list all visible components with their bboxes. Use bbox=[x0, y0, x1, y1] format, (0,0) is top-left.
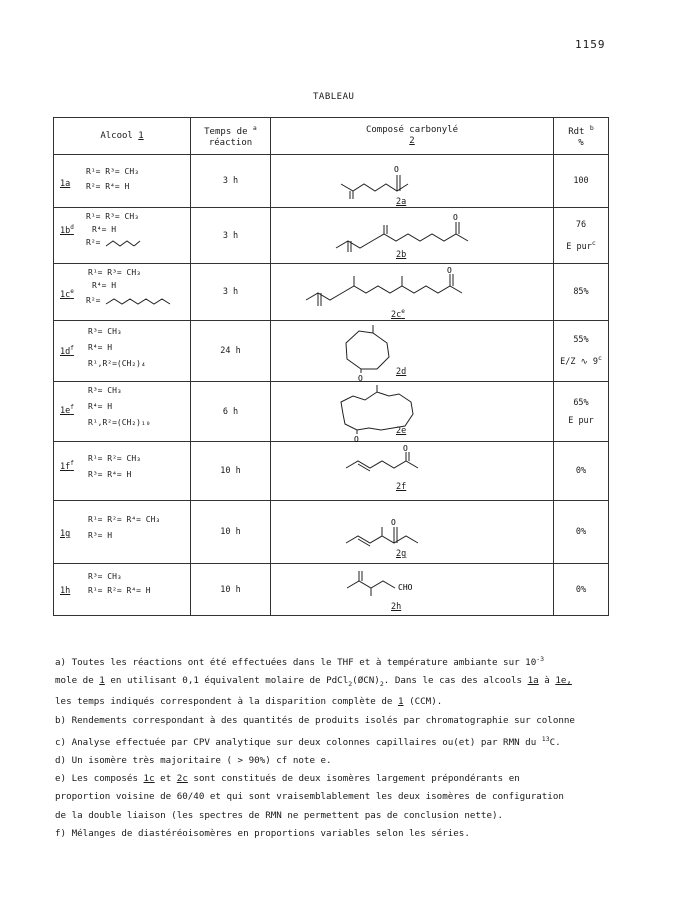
footnote-a: a) Toutes les réactions ont été effectuées dans le THF et à température ambiante sur $10^{-3}$ bbox=[55, 655, 545, 669]
structure-2h bbox=[271, 564, 554, 616]
structure-cell bbox=[271, 382, 554, 442]
product-label: 2f bbox=[396, 482, 407, 492]
substituent-line: R²= bbox=[86, 296, 101, 305]
substituent-chain-icon bbox=[104, 236, 144, 252]
alcool-cell bbox=[54, 564, 191, 616]
alcool-cell bbox=[54, 442, 191, 501]
structure-2a bbox=[271, 155, 554, 208]
footnote-e-cont2: de la double liaison (les spectres de RMN ne permettent pas de conclusion nette). bbox=[55, 809, 504, 821]
header-compose: Composé carbonylé 2 bbox=[271, 118, 554, 155]
time-cell: 24 h bbox=[191, 321, 271, 382]
yield-cell: 76 E pur$^c$ bbox=[554, 208, 609, 264]
substituent-line: R¹,R²=(CH₂)₄ bbox=[88, 359, 146, 368]
product-label: 2a bbox=[396, 197, 407, 207]
oxygen-label: O bbox=[394, 165, 399, 174]
structure-cell bbox=[271, 564, 554, 616]
substituent-line: R³= H bbox=[88, 531, 113, 540]
product-label: 2d bbox=[396, 367, 407, 377]
structure-cell bbox=[271, 264, 554, 321]
table-title: TABLEAU bbox=[313, 92, 355, 102]
time-cell: 6 h bbox=[191, 382, 271, 442]
row-label: $1c^e$ bbox=[60, 288, 74, 300]
alcool-cell bbox=[54, 501, 191, 564]
alcool-cell bbox=[54, 155, 191, 208]
footnote-f: f) Mélanges de diastéréoisomères en proportions variables selon les séries. bbox=[55, 827, 470, 839]
time-cell: 3 h bbox=[191, 155, 271, 208]
table-row bbox=[54, 264, 609, 321]
structure-2b bbox=[271, 208, 554, 264]
row-label: $1f^f$ bbox=[60, 460, 74, 472]
oxygen-label: O bbox=[358, 374, 363, 382]
substituent-line: R⁴= H bbox=[92, 225, 117, 234]
substituent-line: R¹,R²=(CH₂)₁₀ bbox=[88, 418, 151, 427]
alcool-cell bbox=[54, 382, 191, 442]
product-label: 2g bbox=[396, 549, 407, 559]
row-label: 1g bbox=[60, 529, 71, 539]
table-row bbox=[54, 155, 609, 208]
alcool-cell bbox=[54, 321, 191, 382]
table-row bbox=[54, 321, 609, 382]
substituent-line: R¹= R³= CH₃ bbox=[88, 268, 141, 277]
yield-cell: 55% E/Z ∿ 9$^c$ bbox=[554, 321, 609, 382]
structure-cell bbox=[271, 155, 554, 208]
structure-cell bbox=[271, 321, 554, 382]
header-rdt: Rdt $^b$ % bbox=[554, 118, 609, 155]
alcool-cell bbox=[54, 208, 191, 264]
row-label: $1d^f$ bbox=[60, 345, 74, 357]
substituent-line: R³= CH₃ bbox=[88, 386, 122, 395]
substituent-line: R³= CH₃ bbox=[88, 327, 122, 336]
footnotes bbox=[55, 650, 630, 843]
product-label: 2e bbox=[396, 426, 407, 436]
aldehyde-label: CHO bbox=[398, 583, 413, 592]
product-label: $2c^e$ bbox=[391, 308, 405, 320]
product-label: 2b bbox=[396, 250, 407, 260]
footnote-a-cont: mole de 1 en utilisant 0,1 équivalent molaire de $PdCl_2(ØCN)_2$. Dans le cas des alcools 1a à 1e, bbox=[55, 675, 572, 689]
alcool-cell bbox=[54, 264, 191, 321]
substituent-line: R²= bbox=[86, 238, 101, 247]
time-cell: 10 h bbox=[191, 442, 271, 501]
table-row bbox=[54, 564, 609, 616]
yield-cell: 0% bbox=[554, 501, 609, 564]
yield-cell: 0% bbox=[554, 564, 609, 616]
structure-cell bbox=[271, 442, 554, 501]
header-alcool: Alcool 1 bbox=[54, 118, 191, 155]
table-row bbox=[54, 382, 609, 442]
substituent-line: R¹= R²= R⁴= CH₃ bbox=[88, 515, 161, 524]
yield-cell: 65% E pur bbox=[554, 382, 609, 442]
row-label: $1b^d$ bbox=[60, 224, 74, 236]
substituent-line: R¹= R³= CH₃ bbox=[86, 167, 139, 176]
yield-cell: 0% bbox=[554, 442, 609, 501]
oxygen-label: O bbox=[403, 444, 408, 453]
structure-2e bbox=[271, 382, 554, 442]
time-cell: 3 h bbox=[191, 264, 271, 321]
substituent-line: R¹= R²= CH₃ bbox=[88, 454, 141, 463]
structure-2d bbox=[271, 321, 554, 382]
table-row bbox=[54, 501, 609, 564]
table-row bbox=[54, 442, 609, 501]
time-cell: 10 h bbox=[191, 564, 271, 616]
product-label: 2h bbox=[391, 602, 402, 612]
oxygen-label: O bbox=[391, 518, 396, 527]
yield-cell: 85% bbox=[554, 264, 609, 321]
oxygen-label: O bbox=[453, 213, 458, 222]
structure-cell bbox=[271, 501, 554, 564]
footnote-e: e) Les composés 1c et 2c sont constitués de deux isomères largement prépondérants en bbox=[55, 773, 520, 785]
structure-2c bbox=[271, 264, 554, 321]
table-row bbox=[54, 208, 609, 264]
footnote-b: b) Rendements correspondant à des quantités de produits isolés par chromatographie sur colonne bbox=[55, 714, 575, 726]
substituent-line: R³= CH₃ bbox=[88, 572, 122, 581]
substituent-line: R⁴= H bbox=[92, 281, 117, 290]
row-label: 1h bbox=[60, 586, 71, 596]
time-cell: 10 h bbox=[191, 501, 271, 564]
page-number: 1159 bbox=[575, 38, 606, 51]
footnote-d: d) Un isomère très majoritaire ( > 90%) cf note e. bbox=[55, 754, 332, 766]
footnote-e-cont: proportion voisine de 60/40 et qui sont vraisemblablement les deux isomères de configuration bbox=[55, 791, 564, 803]
time-cell: 3 h bbox=[191, 208, 271, 264]
structure-2f bbox=[271, 442, 554, 501]
row-label: $1e^f$ bbox=[60, 404, 74, 416]
oxygen-label: O bbox=[447, 266, 452, 275]
substituent-chain-icon bbox=[104, 294, 174, 310]
substituent-line: R¹= R³= CH₃ bbox=[86, 212, 139, 221]
yield-cell: 100 bbox=[554, 155, 609, 208]
substituent-line: R⁴= H bbox=[88, 402, 113, 411]
structure-cell bbox=[271, 208, 554, 264]
oxygen-label: O bbox=[354, 435, 359, 442]
substituent-line: R¹= R²= R⁴= H bbox=[88, 586, 151, 595]
results-table bbox=[53, 117, 609, 616]
row-label: 1a bbox=[60, 179, 71, 189]
substituent-line: R³= R⁴= H bbox=[88, 470, 132, 479]
substituent-line: R⁴= H bbox=[88, 343, 113, 352]
footnote-a-cont2: les temps indiqués correspondent à la disparition complète de 1 (CCM). bbox=[55, 696, 443, 708]
footnote-c: c) Analyse effectuée par CPV analytique sur deux colonnes capillaires ou(et) par RMN du $^{13}$C. bbox=[55, 734, 561, 748]
header-temps: Temps de $^a$ réaction bbox=[191, 118, 271, 155]
structure-2g bbox=[271, 501, 554, 564]
substituent-line: R²= R⁴= H bbox=[86, 182, 130, 191]
table-header-row bbox=[54, 118, 609, 155]
